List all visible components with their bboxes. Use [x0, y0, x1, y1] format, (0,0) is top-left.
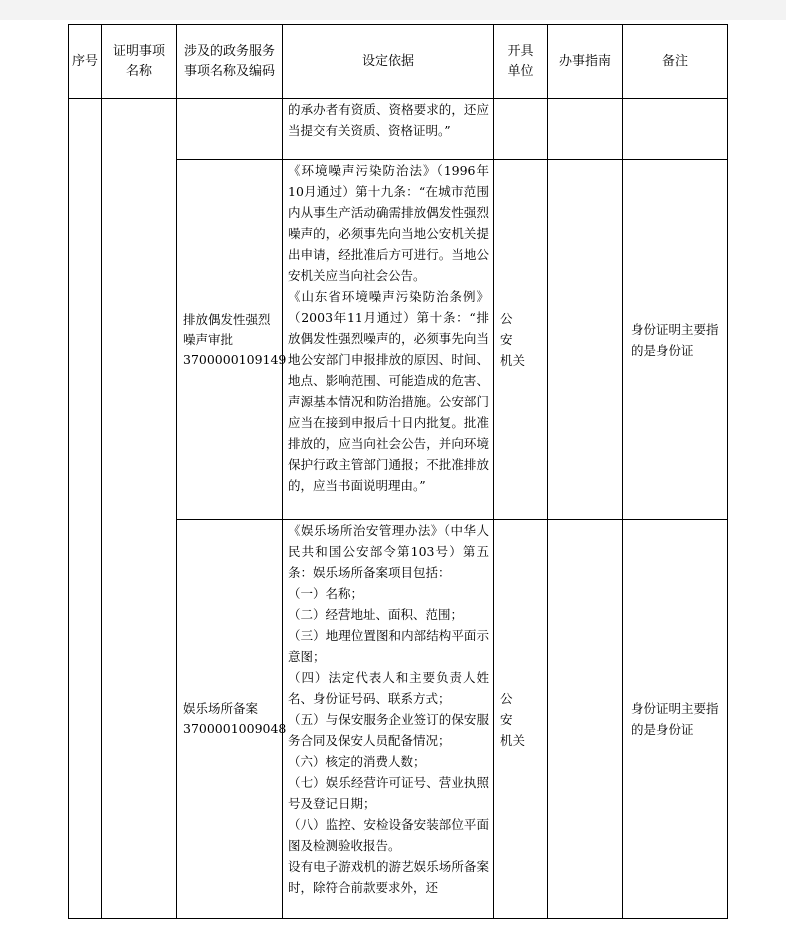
gov-service-cell [177, 520, 287, 919]
table-header-row [69, 25, 728, 99]
basis-paragraph: 的承办者有资质、资格要求的，还应当提交有关资质、资格证明。” [288, 102, 489, 138]
basis-cell [283, 160, 494, 520]
basis-list-item: （七）娱乐经营许可证号、营业执照号及登记日期； [288, 775, 489, 811]
service-code: 3700001009048 [183, 721, 287, 736]
issuer-line-1: 公 安 [500, 311, 523, 347]
certification-table [68, 24, 728, 919]
service-name: 娱乐场所备案 [183, 701, 259, 716]
remark-cell: 身份证明主要指的是身份证 [623, 520, 728, 919]
header-issuer: 开具单位 [494, 25, 548, 99]
issuer-cell [494, 520, 548, 919]
header-basis: 设定依据 [283, 25, 494, 99]
issuer-cell [494, 99, 548, 160]
service-name: 排放偶发性强烈噪声审批 [183, 311, 271, 347]
header-seq: 序号 [69, 25, 102, 99]
cert-item-cell [102, 99, 177, 919]
basis-list-item: （二）经营地址、面积、范围； [288, 607, 464, 622]
seq-cell [69, 99, 102, 919]
remark-cell: 身份证明主要指的是身份证 [623, 160, 728, 520]
remark-cell [623, 99, 728, 160]
basis-list-item: （一）名称； [288, 586, 364, 601]
guide-cell [548, 520, 623, 919]
gov-service-cell [177, 99, 283, 160]
basis-list-item: （四）法定代表人和主要负责人姓名、身份证号码、联系方式； [288, 670, 489, 706]
basis-list-item: （六）核定的消费人数； [288, 754, 426, 769]
issuer-line-2: 机关 [500, 353, 526, 368]
table-row [69, 99, 728, 160]
issuer-line-2: 机关 [500, 732, 526, 748]
basis-list-item: （三）地理位置图和内部结构平面示意图； [288, 628, 489, 664]
basis-paragraph: 《娱乐场所治安管理办法》（中华人民共和国公安部令第103号）第五条：娱乐场所备案项目包括： [288, 523, 489, 580]
viewer-top-margin [0, 0, 786, 20]
service-code: 3700000109149 [183, 351, 287, 367]
guide-cell [548, 160, 623, 520]
header-gov-service: 涉及的政务服务事项名称及编码 [177, 25, 283, 99]
header-cert-item: 证明事项名称 [102, 25, 177, 99]
basis-list-item: （八）监控、安检设备安装部位平面图及检测验收报告。 [288, 817, 489, 853]
basis-cell [283, 99, 494, 160]
header-guide: 办事指南 [548, 25, 623, 99]
basis-paragraph: 《环境噪声污染防治法》（1996年10月通过）第十九条：“在城市范围内从事生产活动确需排放偶发性强烈噪声的，必须事先向当地公安机关提出申请，经批准后方可进行。当地公安机关应当向社会公告。 [288, 163, 489, 283]
basis-list-item: （五）与保安服务企业签订的保安服务合同及保安人员配备情况； [288, 712, 489, 748]
gov-service-cell [177, 160, 287, 520]
guide-cell [548, 99, 623, 160]
basis-paragraph: 《山东省环境噪声污染防治条例》（2003年11月通过）第十条：“排放偶发性强烈噪声的，必须事先向当地公安部门申报排放的原因、时间、地点、影响范围、可能造成的危害、声源基本情况和防治措施。公安部门应当在接到申报后十日内批复。批准排放的，应当向社会公告，并向环境保护行政主管部门通报；不批准排放的，应当书面说明理由。” [288, 289, 489, 493]
issuer-cell [494, 160, 548, 520]
issuer-line-1: 公 安 [500, 690, 523, 727]
basis-cell [283, 520, 494, 919]
basis-paragraph: 设有电子游戏机的游艺娱乐场所备案时，除符合前款要求外，还 [288, 859, 489, 895]
header-remark: 备注 [623, 25, 728, 99]
